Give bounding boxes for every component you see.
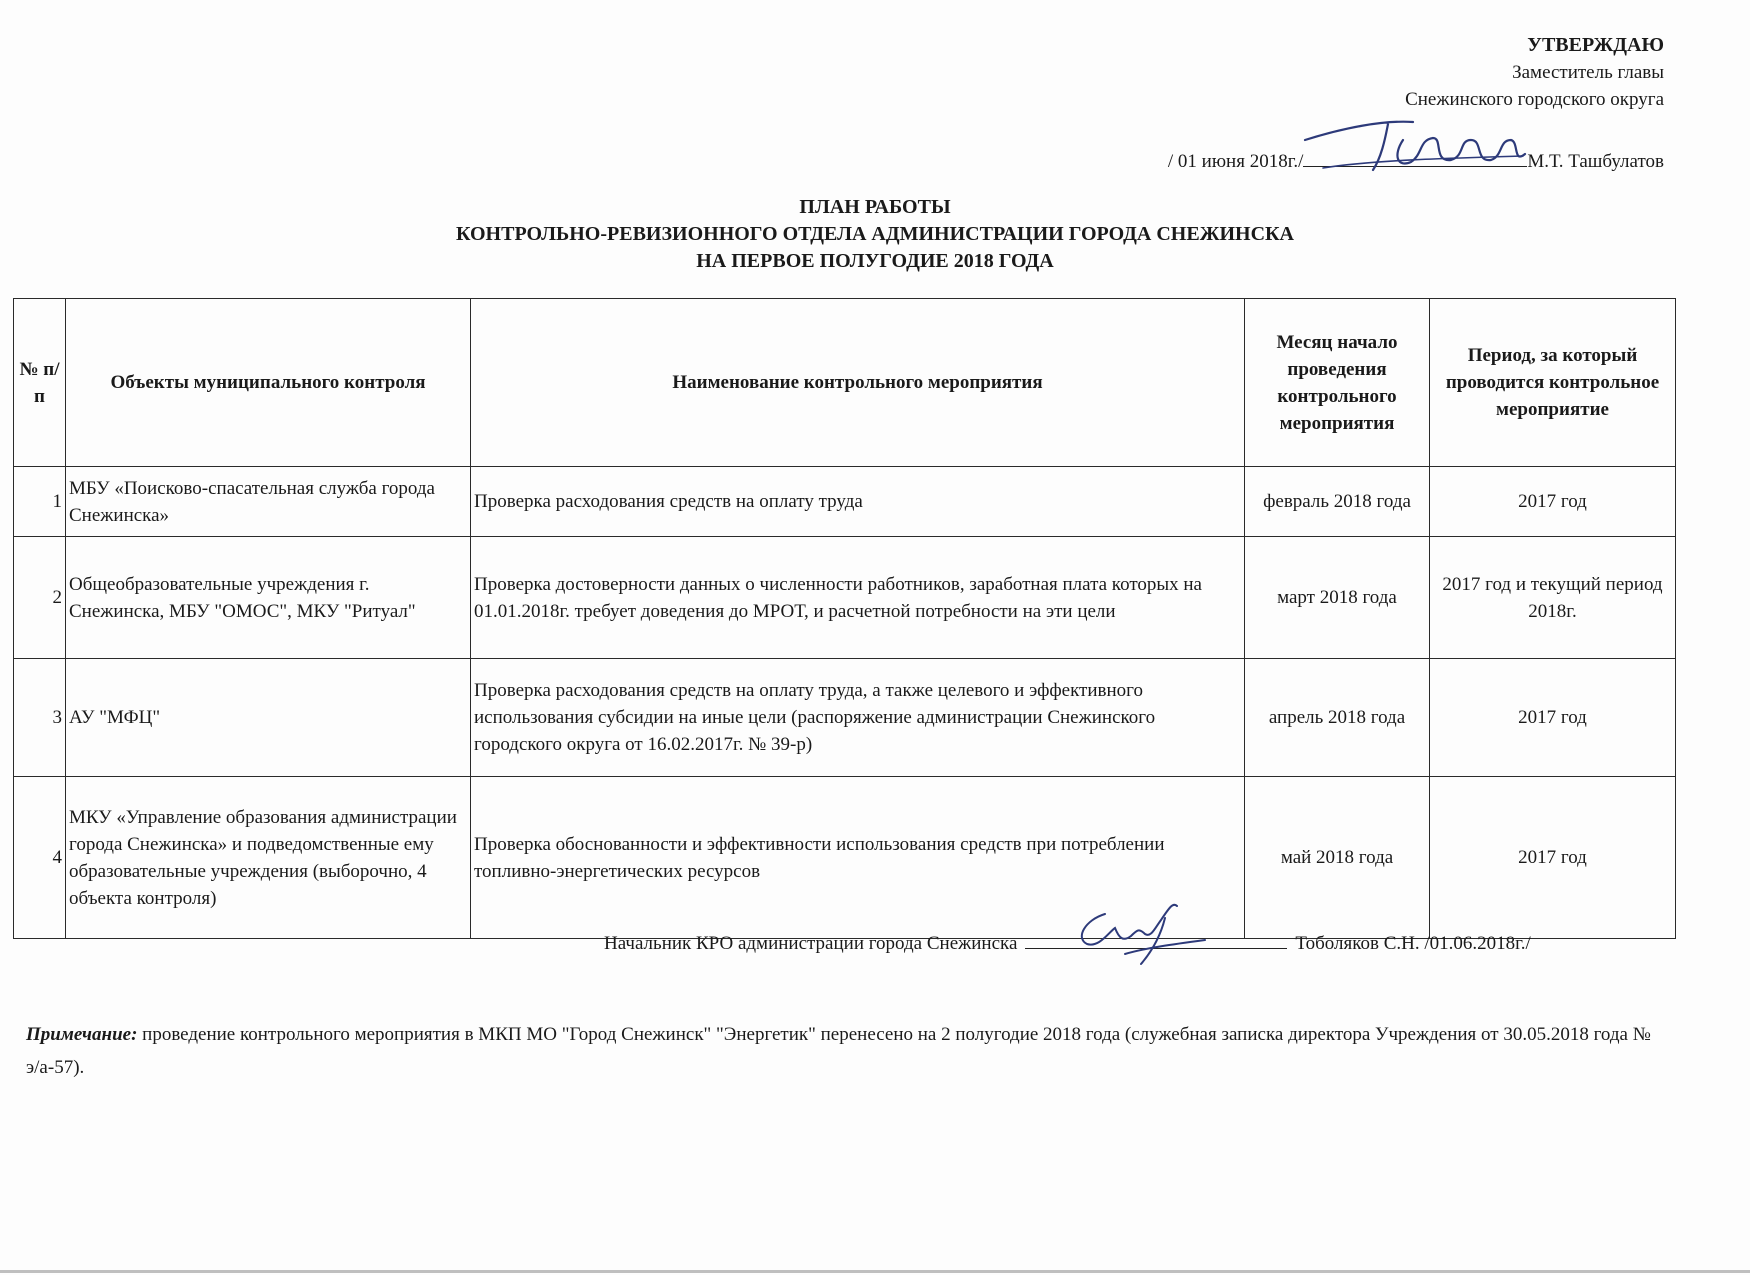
row-num: 4: [14, 777, 66, 939]
plan-table: [13, 298, 1676, 939]
row-period: 2017 год: [1430, 659, 1676, 777]
chief-position: Начальник КРО администрации города Снежинска: [604, 933, 1018, 954]
row-object: АУ "МФЦ": [66, 659, 471, 777]
header-object: Объекты муниципального контроля: [66, 299, 471, 467]
chief-signature-icon: [1065, 898, 1215, 970]
document-title: [0, 194, 1750, 275]
table-row: [14, 777, 1676, 939]
approval-signature-icon: [1293, 110, 1533, 180]
row-num: 1: [14, 467, 66, 537]
note-label: Примечание:: [26, 1024, 138, 1045]
approval-block: [1405, 32, 1664, 113]
row-name: Проверка расходования средств на оплату труда, а также целевого и эффективного использования субсидии на иные цели (распоряжение администрации Снежинского городского округа от 16.02.2017г. № 39-р): [471, 659, 1245, 777]
row-period: 2017 год и текущий период 2018г.: [1430, 537, 1676, 659]
note: [26, 1018, 1666, 1084]
approval-position-line2: Снежинского городского округа: [1405, 89, 1664, 110]
note-text: проведение контрольного мероприятия в МКП МО "Город Снежинск" "Энергетик" перенесено на 2 полугодие 2018 года (служебная записка директора Учреждения от 30.05.2018 года № э/а-57).: [26, 1024, 1651, 1078]
row-month: май 2018 года: [1245, 777, 1430, 939]
approval-date: / 01 июня 2018г./: [1167, 151, 1304, 172]
header-num: № п/п: [14, 299, 66, 467]
header-name: Наименование контрольного мероприятия: [471, 299, 1245, 467]
approval-sign-line: [1168, 148, 1664, 173]
approval-name: М.Т. Ташбулатов: [1527, 151, 1664, 172]
row-object: МКУ «Управление образования администрации города Снежинска» и подведомственные ему образовательные учреждения (выборочно, 4 объекта контроля): [66, 777, 471, 939]
scan-edge-divider: [0, 1270, 1750, 1273]
row-name: Проверка обоснованности и эффективности использования средств при потреблении топливно-энергетических ресурсов: [471, 777, 1245, 939]
title-line2: КОНТРОЛЬНО-РЕВИЗИОННОГО ОТДЕЛА АДМИНИСТРАЦИИ ГОРОДА СНЕЖИНСКА: [456, 223, 1294, 245]
table-row: [14, 659, 1676, 777]
row-name: Проверка расходования средств на оплату труда: [471, 467, 1245, 537]
title-line1: ПЛАН РАБОТЫ: [799, 196, 951, 218]
table-row: [14, 467, 1676, 537]
row-month: март 2018 года: [1245, 537, 1430, 659]
chief-signature-blank: [1025, 932, 1287, 949]
header-period: Период, за который проводится контрольное мероприятие: [1430, 299, 1676, 467]
row-name: Проверка достоверности данных о численности работников, заработная плата которых на 01.01.2018г. требует доведения до МРОТ, и расчетной потребности на эти цели: [471, 537, 1245, 659]
approval-position-line1: Заместитель главы: [1512, 62, 1664, 83]
row-object: МБУ «Поисково-спасательная служба города Снежинска»: [66, 467, 471, 537]
row-object: Общеобразовательные учреждения г. Снежинска, МБУ "ОМОС", МКУ "Ритуал": [66, 537, 471, 659]
chief-name-date: Тоболяков С.Н. /01.06.2018г./: [1295, 933, 1531, 954]
table-row: [14, 537, 1676, 659]
table-header-row: [14, 299, 1676, 467]
row-num: 3: [14, 659, 66, 777]
row-month: апрель 2018 года: [1245, 659, 1430, 777]
chief-sign-line: [604, 932, 1531, 955]
title-line3: НА ПЕРВОЕ ПОЛУГОДИЕ 2018 ГОДА: [696, 250, 1054, 272]
approval-heading: УТВЕРЖДАЮ: [1527, 34, 1664, 56]
row-period: 2017 год: [1430, 467, 1676, 537]
row-month: февраль 2018 года: [1245, 467, 1430, 537]
row-period: 2017 год: [1430, 777, 1676, 939]
header-month: Месяц начало проведения контрольного мероприятия: [1245, 299, 1430, 467]
row-num: 2: [14, 537, 66, 659]
approval-signature-blank: [1303, 148, 1527, 167]
